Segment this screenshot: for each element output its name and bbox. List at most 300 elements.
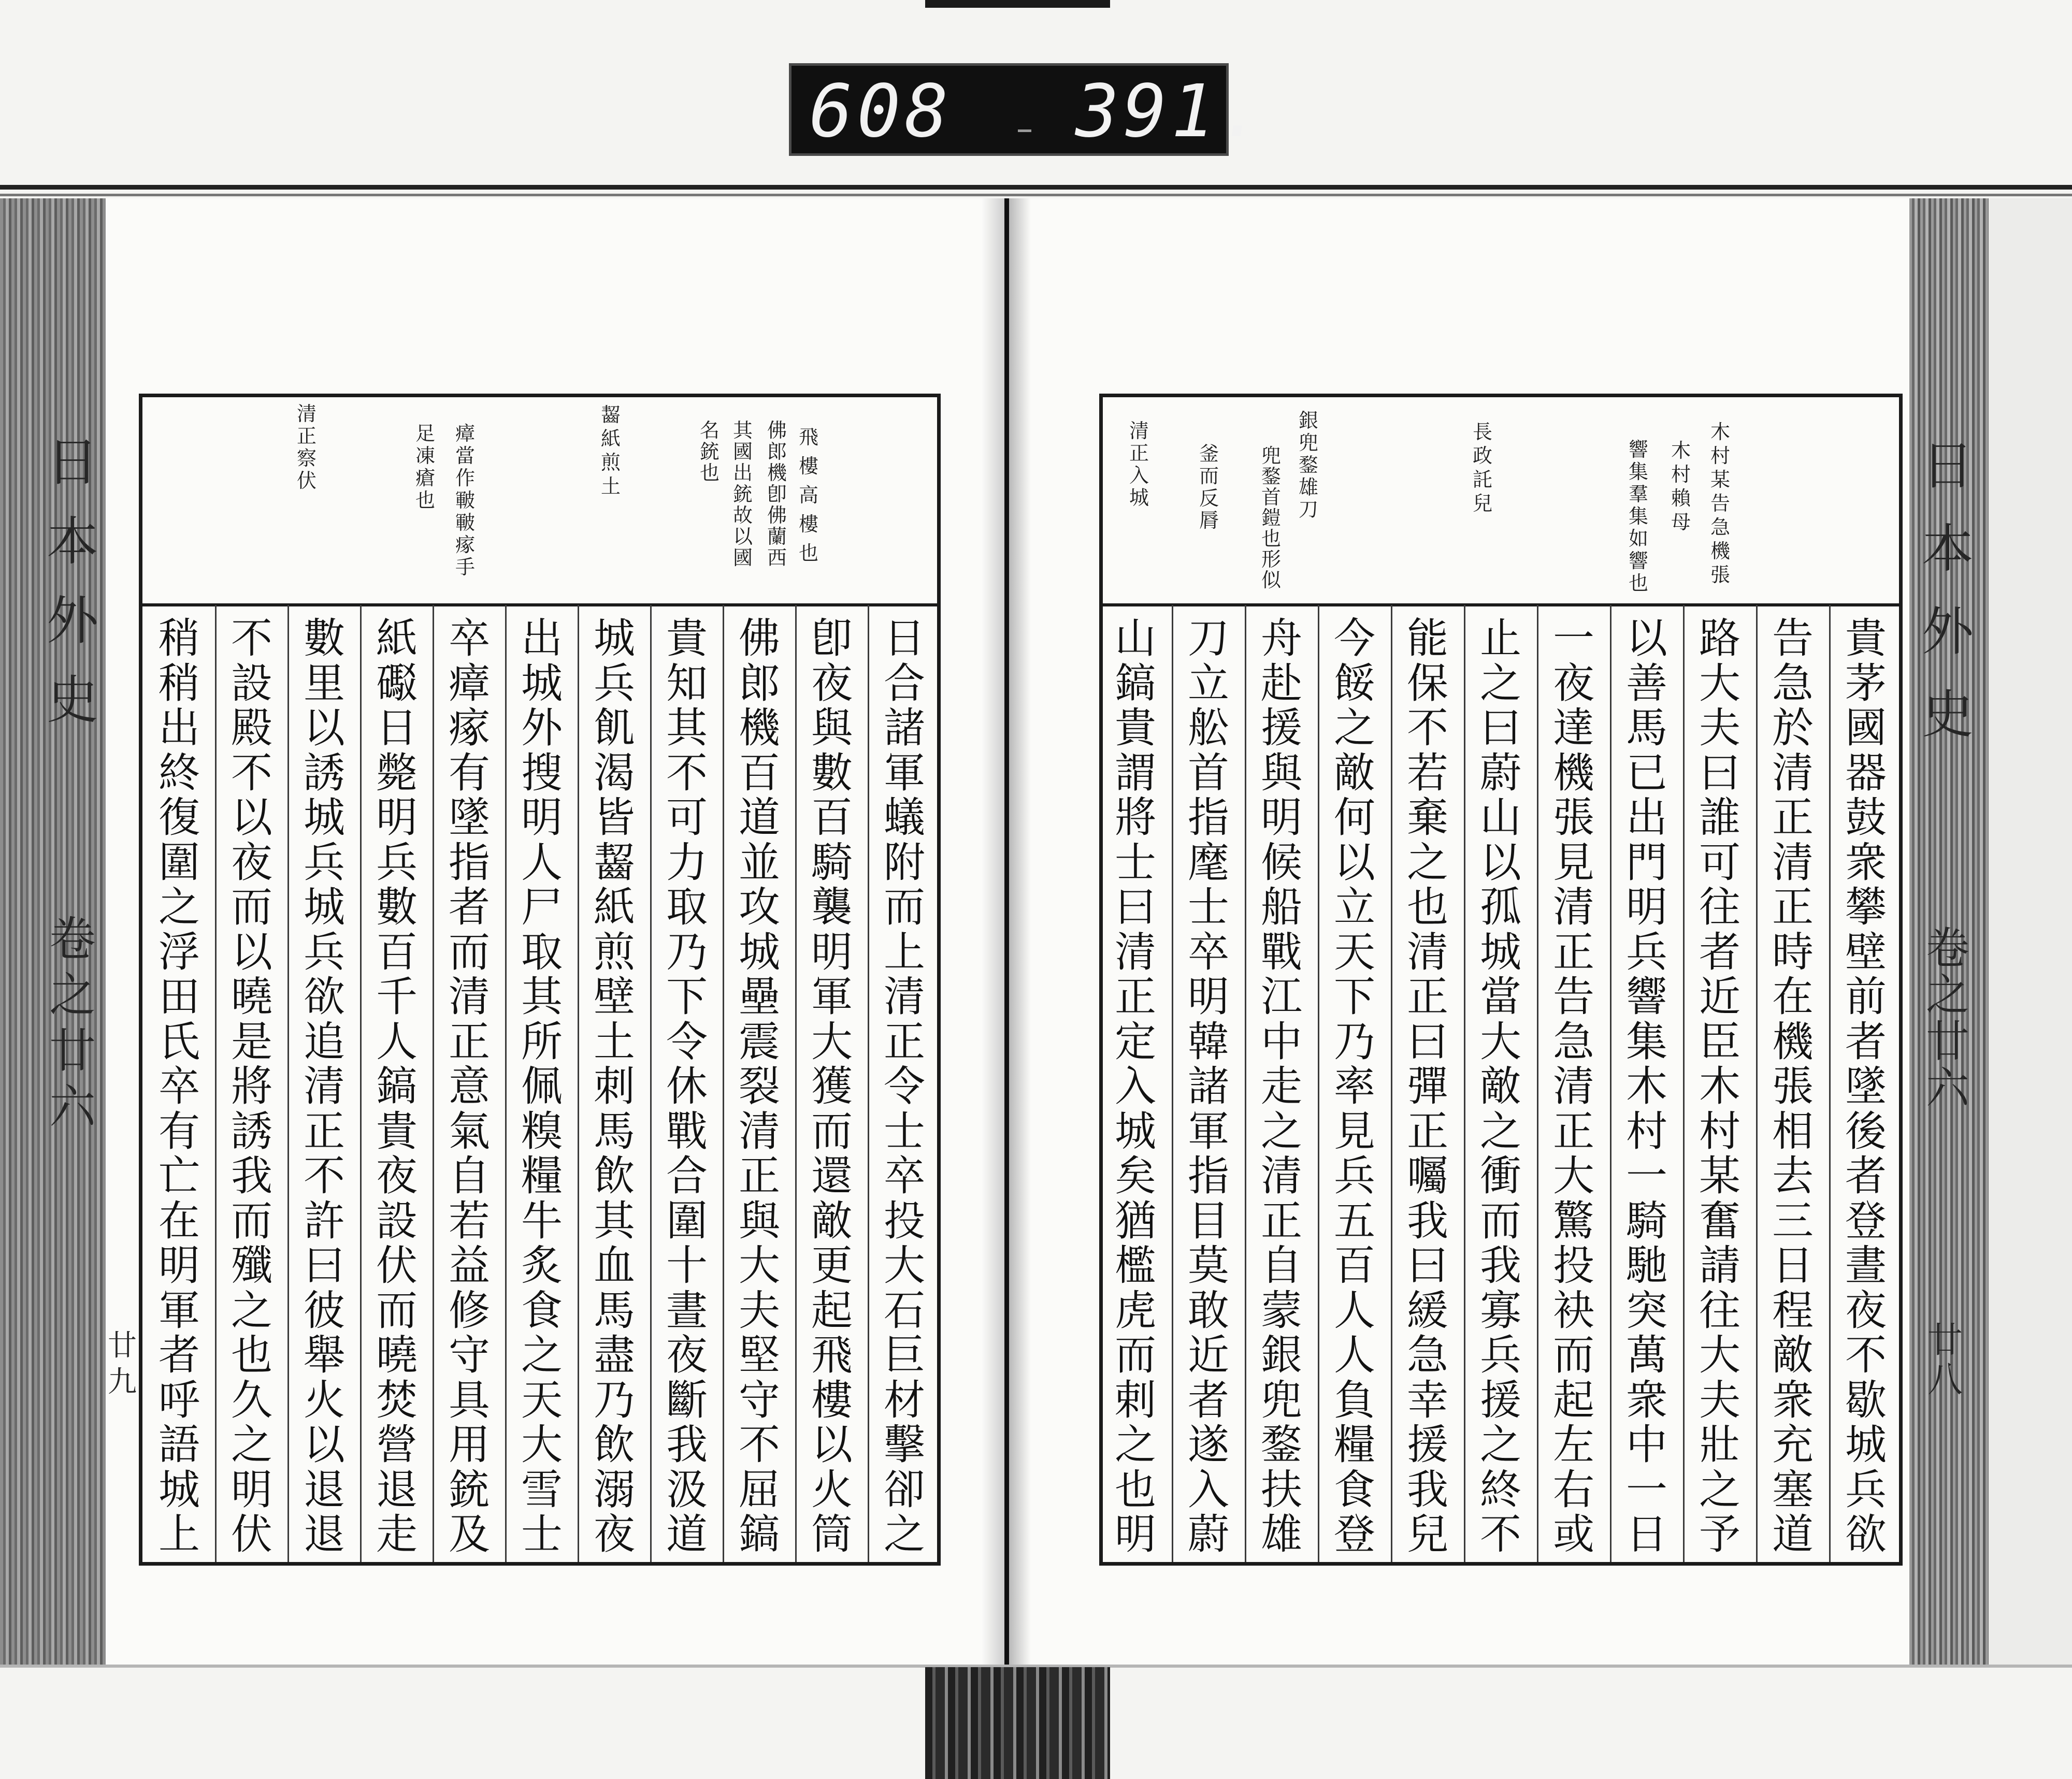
glyph: 復 xyxy=(159,793,200,842)
glyph: 牛 xyxy=(521,1196,563,1245)
glyph: 敵 xyxy=(1334,748,1375,797)
glyph: 廿 xyxy=(49,1024,96,1078)
glyph: 在 xyxy=(159,1196,200,1245)
glyph: 道 xyxy=(739,793,780,842)
glyph: 響 xyxy=(1628,438,1648,461)
glyph: 卷 xyxy=(1925,923,1969,974)
glyph: 佛 xyxy=(739,614,780,662)
glyph: 攀 xyxy=(1845,883,1887,931)
glyph: 刀 xyxy=(1298,498,1318,521)
glyph: 率 xyxy=(1334,1062,1375,1110)
glyph: 近 xyxy=(1188,1331,1229,1379)
glyph: 彼 xyxy=(304,1286,345,1335)
glyph: 之 xyxy=(1699,1465,1740,1514)
glyph: 道 xyxy=(1772,1510,1814,1558)
glyph: 舉 xyxy=(304,1331,345,1379)
glyph: 扶 xyxy=(1261,1465,1302,1514)
glyph: 曰 xyxy=(1407,1017,1448,1066)
glyph: 政 xyxy=(1472,444,1492,467)
header-note xyxy=(1296,410,1321,521)
header-note xyxy=(764,420,790,569)
glyph: 中 xyxy=(1261,1017,1302,1066)
glyph: 門 xyxy=(1626,838,1667,887)
glyph: 不 xyxy=(1845,1331,1887,1379)
glyph: 伏 xyxy=(231,1510,272,1558)
glyph: 壁 xyxy=(1845,928,1887,976)
glyph: 守 xyxy=(449,1331,490,1379)
glyph: 郎 xyxy=(739,659,780,707)
glyph: 盡 xyxy=(594,1331,635,1379)
glyph: 皸 xyxy=(455,489,475,512)
glyph: 如 xyxy=(1628,527,1648,550)
glyph: 江 xyxy=(1261,973,1302,1021)
glyph: 舩 xyxy=(1188,704,1229,752)
glyph: 投 xyxy=(1553,1241,1594,1290)
glyph: 起 xyxy=(811,1286,853,1335)
glyph: 震 xyxy=(739,1017,780,1066)
glyph: 足 xyxy=(415,422,435,445)
label-dash-mark xyxy=(1018,129,1031,132)
glyph: 外 xyxy=(521,704,563,752)
glyph: 鎬 xyxy=(739,1510,780,1558)
text-column xyxy=(796,616,868,1559)
glyph: 搜 xyxy=(521,748,563,797)
glyph: 汲 xyxy=(666,1465,708,1514)
glyph: 出 xyxy=(159,704,200,752)
glyph: 紙 xyxy=(600,427,621,450)
glyph: 卒 xyxy=(159,1062,200,1110)
book-top-edge-line xyxy=(0,185,2072,190)
glyph: 郎 xyxy=(767,440,787,463)
glyph: 飛 xyxy=(798,426,818,449)
glyph: 取 xyxy=(521,928,563,976)
glyph: 樓 xyxy=(811,1376,853,1424)
glyph: 驚 xyxy=(1553,1196,1594,1245)
glyph: 張 xyxy=(1553,793,1594,842)
header-note xyxy=(1196,443,1222,532)
glyph: 堅 xyxy=(739,1331,780,1379)
glyph: 卒 xyxy=(884,1152,925,1200)
glyph: 意 xyxy=(449,1062,490,1110)
glyph: 敵 xyxy=(1772,1331,1814,1379)
glyph: 戰 xyxy=(666,1107,708,1155)
glyph: 能 xyxy=(1407,614,1448,662)
glyph: 誰 xyxy=(1699,793,1740,842)
glyph: 取 xyxy=(666,883,708,931)
glyph: 皆 xyxy=(594,793,635,842)
glyph: 見 xyxy=(1334,1107,1375,1155)
glyph: 以 xyxy=(811,1421,853,1469)
glyph: 敵 xyxy=(811,1196,853,1245)
text-column xyxy=(1172,616,1245,1559)
book-spine-gutter xyxy=(1004,198,1009,1667)
glyph: 兵 xyxy=(1480,1331,1521,1379)
glyph: 退 xyxy=(304,1510,345,1558)
glyph: 擊 xyxy=(884,1421,925,1469)
glyph: 之 xyxy=(231,1286,272,1335)
glyph: 山 xyxy=(1115,614,1156,662)
glyph: 乃 xyxy=(594,1376,635,1424)
glyph: 自 xyxy=(1261,1241,1302,1290)
glyph: 往 xyxy=(1699,883,1740,931)
glyph: 礟 xyxy=(376,659,418,707)
glyph: 道 xyxy=(666,1510,708,1558)
glyph: 佛 xyxy=(767,419,787,442)
glyph: 其 xyxy=(732,419,753,442)
glyph: 之 xyxy=(1407,838,1448,887)
glyph: 投 xyxy=(884,1196,925,1245)
glyph: 正 xyxy=(1129,442,1149,465)
glyph: 知 xyxy=(666,659,708,707)
glyph: 前 xyxy=(1845,973,1887,1021)
glyph: 也 xyxy=(1407,883,1448,931)
glyph: 日 xyxy=(1922,436,1974,496)
glyph: 貴 xyxy=(1115,704,1156,752)
glyph: 止 xyxy=(1480,614,1521,662)
glyph: 馬 xyxy=(594,1286,635,1335)
glyph: 瘴 xyxy=(455,422,475,445)
glyph: 材 xyxy=(884,1376,925,1424)
glyph: 百 xyxy=(739,748,780,797)
glyph: 兵 xyxy=(1626,928,1667,976)
glyph: 糧 xyxy=(1334,1421,1375,1469)
glyph: 清 xyxy=(1772,838,1814,887)
glyph: 炙 xyxy=(521,1241,563,1290)
glyph: 曰 xyxy=(1115,883,1156,931)
glyph: 清 xyxy=(304,1062,345,1110)
glyph: 史 xyxy=(47,670,98,730)
glyph: 九 xyxy=(108,1365,137,1399)
text-column xyxy=(1099,616,1172,1559)
glyph: 後 xyxy=(1845,1107,1887,1155)
glyph: 以 xyxy=(304,1421,345,1469)
glyph: 不 xyxy=(231,748,272,797)
glyph: 火 xyxy=(304,1376,345,1424)
left-header-divider xyxy=(139,603,941,606)
right-edge-volume xyxy=(1919,925,1976,1111)
glyph: 斷 xyxy=(666,1376,708,1424)
glyph: 設 xyxy=(231,659,272,707)
glyph: 棄 xyxy=(1407,793,1448,842)
glyph: 之 xyxy=(1480,1421,1521,1469)
glyph: 而 xyxy=(1199,465,1219,487)
glyph: 修 xyxy=(449,1286,490,1335)
scan-call-number-label xyxy=(789,63,1267,156)
glyph: 一 xyxy=(1626,1152,1667,1200)
glyph: 雄 xyxy=(1298,476,1318,499)
glyph: 在 xyxy=(1772,973,1814,1021)
glyph: 卻 xyxy=(884,1465,925,1514)
glyph: 急 xyxy=(1710,516,1730,539)
glyph: 路 xyxy=(1699,614,1740,662)
glyph: 張 xyxy=(1772,1062,1814,1110)
text-column xyxy=(1757,616,1829,1559)
glyph: 其 xyxy=(666,704,708,752)
glyph: 夫 xyxy=(1699,1376,1740,1424)
glyph: 以 xyxy=(732,525,753,548)
glyph: 天 xyxy=(521,1376,563,1424)
glyph: 器 xyxy=(1845,748,1887,797)
glyph: 起 xyxy=(1553,1376,1594,1424)
glyph: 瘃 xyxy=(449,704,490,752)
glyph: 兵 xyxy=(1845,1465,1887,1514)
glyph: 反 xyxy=(1199,487,1219,510)
glyph: 鼓 xyxy=(1845,793,1887,842)
glyph: 衆 xyxy=(1845,838,1887,887)
glyph: 之 xyxy=(231,1421,272,1469)
glyph: 袂 xyxy=(1553,1286,1594,1335)
glyph: 剌 xyxy=(1115,1376,1156,1424)
glyph: 集 xyxy=(1628,460,1648,483)
glyph: 合 xyxy=(884,659,925,707)
glyph: 飲 xyxy=(594,1421,635,1469)
glyph: 也 xyxy=(1261,527,1281,550)
glyph: 指 xyxy=(449,838,490,887)
glyph: 殲 xyxy=(231,1241,272,1290)
glyph: 茅 xyxy=(1845,659,1887,707)
glyph: 明 xyxy=(1261,793,1302,842)
glyph: 清 xyxy=(449,973,490,1021)
glyph: 並 xyxy=(739,838,780,887)
glyph: 不 xyxy=(739,1421,780,1469)
glyph: 而 xyxy=(1480,1196,1521,1245)
glyph: 告 xyxy=(1553,973,1594,1021)
text-column xyxy=(288,616,361,1559)
glyph: 當 xyxy=(455,444,475,467)
glyph: 休 xyxy=(666,1062,708,1110)
glyph: 誘 xyxy=(304,748,345,797)
glyph: 響 xyxy=(1628,549,1648,572)
glyph: 我 xyxy=(231,1152,272,1200)
glyph: 村 xyxy=(1626,1107,1667,1155)
glyph: 曰 xyxy=(1407,1241,1448,1290)
glyph: 設 xyxy=(376,1196,418,1245)
glyph: 清 xyxy=(1553,1062,1594,1110)
glyph: 不 xyxy=(1480,1510,1521,1558)
glyph: 瘃 xyxy=(455,533,475,556)
glyph: 正 xyxy=(304,1107,345,1155)
glyph: 上 xyxy=(159,1510,200,1558)
glyph: 衆 xyxy=(1626,1376,1667,1424)
glyph: 故 xyxy=(732,504,753,527)
glyph: 正 xyxy=(1115,973,1156,1021)
left-edge-book-title xyxy=(41,423,104,740)
glyph: 貴 xyxy=(666,614,708,662)
glyph: 不 xyxy=(666,748,708,797)
glyph: 士 xyxy=(1115,838,1156,887)
gutter-shadow-right xyxy=(1009,198,1031,1667)
glyph: 者 xyxy=(159,1331,200,1379)
glyph: 出 xyxy=(521,614,563,662)
glyph: 卷 xyxy=(49,912,96,966)
glyph: 飲 xyxy=(594,1152,635,1200)
glyph: 明 xyxy=(231,1465,272,1514)
glyph: 木 xyxy=(1710,421,1730,443)
glyph: 大 xyxy=(1480,1017,1521,1066)
glyph: 城 xyxy=(521,659,563,707)
glyph: 目 xyxy=(1188,1196,1229,1245)
glyph: 敵 xyxy=(1480,1062,1521,1110)
glyph: 人 xyxy=(376,1017,418,1066)
glyph: 夜 xyxy=(811,659,853,707)
glyph: 緩 xyxy=(1407,1286,1448,1335)
header-note xyxy=(697,420,723,484)
glyph: 機 xyxy=(1710,540,1730,562)
glyph: 石 xyxy=(884,1286,925,1335)
header-note xyxy=(412,423,438,512)
glyph: 自 xyxy=(449,1152,490,1200)
glyph: 大 xyxy=(1699,659,1740,707)
glyph: 機 xyxy=(1553,748,1594,797)
glyph: 而 xyxy=(1553,1331,1594,1379)
glyph: 瘴 xyxy=(449,659,490,707)
glyph: 退 xyxy=(304,1465,345,1514)
glyph: 軍 xyxy=(159,1286,200,1335)
glyph: 所 xyxy=(521,1017,563,1066)
text-column xyxy=(433,616,506,1559)
glyph: 貴 xyxy=(1845,614,1887,662)
glyph: 明 xyxy=(521,793,563,842)
glyph: 山 xyxy=(1480,793,1521,842)
left-edge-volume xyxy=(44,912,101,1135)
glyph: 出 xyxy=(1626,793,1667,842)
glyph: 十 xyxy=(666,1241,708,1290)
glyph: 明 xyxy=(1188,973,1229,1021)
glyph: 舟 xyxy=(1261,614,1302,662)
glyph: 相 xyxy=(1772,1107,1814,1155)
glyph: 村 xyxy=(1710,444,1730,467)
glyph: 蒙 xyxy=(1261,1286,1302,1335)
glyph: 而 xyxy=(1115,1331,1156,1379)
glyph: 兵 xyxy=(594,659,635,707)
glyph: 我 xyxy=(1407,1196,1448,1245)
glyph: 卒 xyxy=(449,614,490,662)
glyph: 曰 xyxy=(1480,704,1521,752)
glyph: 蟻 xyxy=(884,793,925,842)
glyph: 三 xyxy=(1772,1196,1814,1245)
glyph: 而 xyxy=(884,883,925,931)
glyph: 紙 xyxy=(376,614,418,662)
glyph: 伏 xyxy=(296,469,316,492)
glyph: 衆 xyxy=(1772,1376,1814,1424)
glyph: 諸 xyxy=(884,704,925,752)
glyph: 晝 xyxy=(1845,1241,1887,1290)
glyph: 高 xyxy=(798,484,818,507)
text-column xyxy=(1610,616,1683,1559)
glyph: 銀 xyxy=(1261,1331,1302,1379)
glyph: 日 xyxy=(1626,1510,1667,1558)
glyph: 清 xyxy=(884,973,925,1021)
glyph: 程 xyxy=(1772,1286,1814,1335)
glyph: 獲 xyxy=(811,1062,853,1110)
glyph: 人 xyxy=(1334,1331,1375,1379)
glyph: 木 xyxy=(1671,439,1691,462)
glyph: 塞 xyxy=(1772,1465,1814,1514)
glyph: 伏 xyxy=(376,1241,418,1290)
glyph: 定 xyxy=(1115,1017,1156,1066)
glyph: 士 xyxy=(521,1510,563,1558)
glyph: 之 xyxy=(1261,1107,1302,1155)
glyph: 凍 xyxy=(415,444,435,467)
glyph: 鎬 xyxy=(1115,659,1156,707)
glyph: 請 xyxy=(1699,1241,1740,1290)
bottom-gutter-shadow xyxy=(925,1667,1110,1779)
glyph: 集 xyxy=(1626,1017,1667,1066)
glyph: 千 xyxy=(376,973,418,1021)
glyph: 正 xyxy=(1772,883,1814,931)
glyph: 齧 xyxy=(594,838,635,887)
glyph: 達 xyxy=(1553,704,1594,752)
glyph: 登 xyxy=(1334,1510,1375,1558)
glyph: 日 xyxy=(47,432,98,493)
glyph: 欲 xyxy=(304,973,345,1021)
glyph: 急 xyxy=(1772,659,1814,707)
glyph: 大 xyxy=(1553,1152,1594,1200)
text-column xyxy=(1684,616,1756,1559)
glyph: 援 xyxy=(1261,704,1302,752)
glyph: 城 xyxy=(594,614,635,662)
glyph: 合 xyxy=(666,1152,708,1200)
text-column xyxy=(143,616,215,1559)
scan-top-mark xyxy=(925,0,1110,8)
glyph: 孤 xyxy=(1480,883,1521,931)
glyph: 更 xyxy=(811,1241,853,1290)
glyph: 釜 xyxy=(1199,442,1219,465)
glyph: 終 xyxy=(1480,1465,1521,1514)
glyph: 明 xyxy=(376,793,418,842)
glyph: 將 xyxy=(1115,793,1156,842)
glyph: 戰 xyxy=(1261,928,1302,976)
glyph: 也 xyxy=(1628,572,1648,595)
glyph: 尸 xyxy=(521,883,563,931)
glyph: 貴 xyxy=(376,1107,418,1155)
glyph: 銀 xyxy=(1298,409,1318,432)
glyph: 察 xyxy=(296,447,316,470)
glyph: 時 xyxy=(1772,928,1814,976)
glyph: 鎬 xyxy=(376,1062,418,1110)
glyph: 某 xyxy=(1710,468,1730,491)
glyph: 兵 xyxy=(304,928,345,976)
glyph: 廿 xyxy=(108,1329,137,1363)
glyph: 之 xyxy=(49,968,96,1022)
glyph: 而 xyxy=(449,928,490,976)
glyph: 氏 xyxy=(159,1017,200,1066)
glyph: 敢 xyxy=(1188,1286,1229,1335)
glyph: 力 xyxy=(666,838,708,887)
glyph: 卽 xyxy=(811,614,853,662)
glyph: 廿 xyxy=(1927,1320,1963,1361)
glyph: 正 xyxy=(1407,1107,1448,1155)
glyph: 軍 xyxy=(1188,1107,1229,1155)
gutter-shadow-left xyxy=(982,198,1004,1667)
glyph: 似 xyxy=(1261,569,1281,591)
glyph: 銃 xyxy=(699,440,720,463)
glyph: 百 xyxy=(376,928,418,976)
glyph: 手 xyxy=(455,556,475,578)
glyph: 之 xyxy=(159,883,200,931)
glyph: 晝 xyxy=(666,1286,708,1335)
glyph: 殿 xyxy=(231,704,272,752)
header-note xyxy=(796,423,822,568)
glyph: 之 xyxy=(1480,659,1521,707)
glyph: 外 xyxy=(47,590,98,651)
glyph: 登 xyxy=(1845,1196,1887,1245)
glyph: 誘 xyxy=(231,1107,272,1155)
glyph: 明 xyxy=(1115,1510,1156,1558)
glyph: 也 xyxy=(699,461,720,484)
glyph: 五 xyxy=(1334,1196,1375,1245)
glyph: 充 xyxy=(1772,1421,1814,1469)
